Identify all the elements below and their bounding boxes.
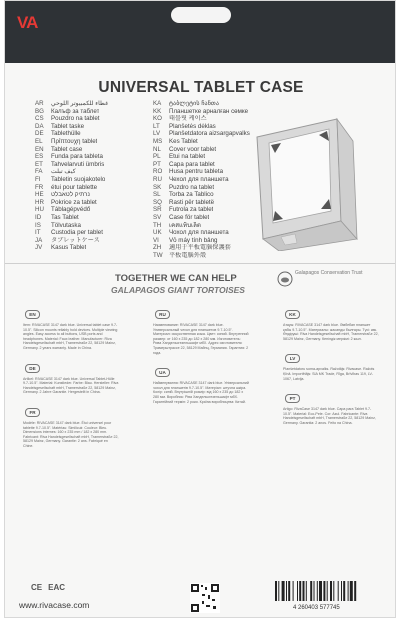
info-panel-col3 — [271, 303, 389, 588]
language-badge: PT — [285, 394, 300, 403]
language-code: RU — [153, 175, 162, 183]
language-code: IS — [35, 221, 41, 229]
language-text: Case för tablet — [169, 213, 210, 221]
language-code: FI — [35, 175, 41, 183]
language-text: Планшетке арналған сөмке — [169, 107, 249, 115]
barcode-bar — [297, 581, 298, 601]
language-text: Чехол для планшета — [169, 175, 229, 183]
tortoise-icon — [277, 271, 293, 287]
language-text: کیف تبلت — [51, 168, 76, 176]
language-text: Husa pentru tableta — [169, 168, 224, 176]
language-code: MS — [153, 137, 163, 145]
language-badge: DE — [25, 364, 40, 373]
language-row — [35, 130, 155, 138]
language-code: TW — [153, 251, 163, 259]
language-text: Tablet case — [51, 145, 83, 153]
language-code: LV — [153, 130, 161, 138]
language-code: TH — [153, 221, 162, 229]
language-text: Vỏ máy tính bảng — [169, 236, 218, 244]
language-text: 태블릿 케이스 — [169, 115, 207, 123]
barcode — [273, 581, 385, 605]
eac-mark: EAC — [48, 583, 66, 592]
barcode-bar — [330, 581, 332, 601]
barcode-bar — [299, 581, 301, 601]
header-band — [5, 1, 396, 63]
language-code: EN — [35, 145, 44, 153]
language-row — [35, 222, 155, 230]
language-text: Pouzdro na tablet — [51, 115, 100, 123]
barcode-bar — [314, 581, 315, 601]
help-heading: TOGETHER WE CAN HELP — [115, 273, 237, 284]
language-row — [35, 161, 155, 169]
language-code: SK — [153, 183, 162, 191]
barcode-bar — [282, 581, 285, 601]
language-badge: FR — [25, 408, 40, 417]
info-text: Найменування: RIVACASE 3147 dark blue. Універсальний чохол для планшетів 9.7-10.5". Матеріал: штучна шкіра. Колір: синій. Внутрішній розмір: від 160 x 235 до 182 x 280 мм. Виробник: Ріва Хандельсгезельшафт мбХ. Гарантійний термін: 2 роки. Країна виробництва: Китай. — [153, 381, 249, 404]
galapagos-trust-name: Galapagos Conservation Trust — [295, 270, 363, 276]
language-text: Etui na tablet — [169, 153, 206, 161]
page-title: UNIVERSAL TABLET CASE — [98, 79, 304, 96]
language-text: Πρίπτουχη tablet — [51, 137, 98, 145]
language-text: Kasus Tablet — [51, 244, 87, 252]
language-badge: RU — [155, 310, 170, 319]
language-code: PT — [153, 160, 161, 168]
language-list — [35, 100, 275, 260]
language-text: Tas Tablet — [51, 213, 79, 221]
section-divider — [5, 263, 396, 264]
language-row — [35, 244, 155, 252]
language-row — [35, 123, 155, 131]
brand-logo: VA — [17, 13, 38, 32]
language-row — [35, 146, 155, 154]
language-row — [35, 184, 155, 192]
language-text: Capa para tablet — [169, 160, 215, 168]
language-text: Rasti për tabletë — [169, 198, 215, 206]
language-row — [35, 176, 155, 184]
language-row — [35, 191, 155, 199]
barcode-bar — [275, 581, 277, 601]
language-text: Tölvutaska — [51, 221, 81, 229]
language-code: VI — [153, 236, 159, 244]
language-code: CS — [35, 115, 44, 123]
language-text: Torba za Tablico — [169, 191, 214, 199]
language-code: SQ — [153, 198, 162, 206]
language-row — [35, 229, 155, 237]
help-subheading: GALAPAGOS GIANT TORTOISES — [111, 285, 245, 295]
language-text: Funda para tableta — [51, 153, 103, 161]
language-text: Tablethülle — [51, 130, 81, 138]
language-badge: EN — [25, 310, 40, 319]
barcode-bar — [338, 581, 339, 601]
certification-marks — [31, 583, 65, 595]
language-text: נרתיק לטאבלט — [51, 191, 90, 199]
language-code: ZH — [153, 244, 162, 252]
language-row — [35, 237, 155, 245]
language-code: KO — [153, 115, 162, 123]
language-code: HR — [35, 198, 44, 206]
language-code: HU — [35, 206, 44, 214]
language-text: Tablet taske — [51, 122, 85, 130]
language-code: IT — [35, 229, 41, 237]
language-code: KA — [153, 100, 162, 107]
language-code: JV — [35, 244, 43, 252]
language-code: SR — [153, 206, 162, 214]
barcode-bar — [278, 581, 279, 601]
barcode-bar — [303, 581, 305, 601]
language-text: Táblagépvédő — [51, 206, 91, 214]
language-row — [35, 138, 155, 146]
language-code: ID — [35, 213, 42, 221]
barcode-bar — [317, 581, 318, 601]
barcode-bar — [327, 581, 328, 601]
language-text: 平板電腦外殼 — [169, 251, 207, 259]
language-code: ET — [35, 160, 43, 168]
language-code: ES — [35, 153, 44, 161]
info-text: Artikel: RIVACASE 3147 dark blue. Universal Tablet-Hülle 9.7-10.5". Material: Kunstleder. Farbe: Blau. Hersteller: Riva Handelsgesellschaft mbH, Tramerstraße 22, 58129 Mainz, Germany. 2 Jahre Garantie. Hergestellt in China. — [23, 376, 119, 395]
hang-hole — [171, 7, 231, 23]
language-code: EL — [35, 137, 43, 145]
barcode-bar — [319, 581, 322, 601]
barcode-bar — [341, 581, 342, 601]
language-code: BG — [35, 107, 44, 115]
language-row — [35, 115, 155, 123]
language-code: FR — [35, 183, 44, 191]
language-text: Custodia per tablet — [51, 229, 103, 237]
language-text: ტაბლეტის ჩანთა — [169, 100, 220, 107]
info-panel-col1 — [11, 303, 129, 588]
barcode-bar — [354, 581, 356, 601]
language-text: Planšetės dėklas — [169, 122, 216, 130]
language-code: SV — [153, 213, 162, 221]
language-code: UK — [153, 229, 162, 237]
language-text: Cover voor tablet — [169, 145, 217, 153]
info-text: Modèle: RIVACASE 3147 dark blue. Étui universel pour tablette 9.7-10.5". Matériau: Similicuir. Couleur: Bleu. Dimensions internes: 160 x 235 mm / 182 x 280 mm. Fabricant: Riva Handelsgesellschaft mbH, Tramerstraße 22, 58129 Mainz, Germany. Garantie: 2 ans. Fabriqué en Chine. — [23, 420, 119, 448]
language-row — [35, 108, 155, 116]
tablet-stand-illustration — [245, 101, 365, 251]
language-row — [35, 206, 155, 214]
language-text: Tahvelarvuti ümbris — [51, 160, 105, 168]
language-badge: LV — [285, 354, 300, 363]
language-text: 適用于平板電腦保護套 — [169, 244, 231, 252]
language-text: Kes Tablet — [169, 137, 198, 145]
barcode-number: 4 260403 577745 — [293, 605, 340, 611]
language-text: Калъф за таблет — [51, 107, 100, 115]
info-text: Planšetdatoru soma-apvalks. Ražotājs: Rivacase. Ražots Ķīnā. Importētājs: SIA MK Trade, Rīga, Brīvības 119, LV-1067, Latvija. — [283, 367, 375, 381]
info-text: Artigo: RivaCase 3147 dark blue. Capa para Tablet 9.7-10.5". Material: Eco-Pele. Cor: Azul. Fabricante: Riva Handelsgesellschaft mbH, Tramerstraße 22, 58129 Mainz, Germany. Garantia: 2 anos. Feito na China. — [283, 407, 376, 425]
language-row — [35, 199, 155, 207]
product-card — [4, 0, 396, 618]
info-text: Атауы: RIVACASE 3147 dark blue. Әмбебап планшет қабы 9.7-10.5". Материалы: жасанды былғары. Түсі: көк. Өндіруші: Riva Handelsgesellschaft mbH, Tramerstraße 22, 58129 Mainz, Germany. Кепілдік мерзімі: 2 жыл. — [283, 323, 379, 341]
language-code: KK — [153, 107, 162, 115]
language-text: Planšetdatora aizsargapvalks — [169, 130, 250, 138]
barcode-bar — [286, 581, 287, 601]
language-row — [35, 168, 155, 176]
language-text: Tabletin suojakotelo — [51, 175, 106, 183]
language-code: RO — [153, 168, 163, 176]
info-text: Наименование: RIVACASE 3147 dark blue. Универсальный чехол для планшетов 9.7-10.5". Материал: искусственная кожа. Цвет: синий. Внутренний размер: от 160 x 235 до 182 x 280 мм. Изготовитель: Рива Хандельсгезельшафт мбХ. Адрес изготовителя: Трамерштрассе 22, 58129 Майнц, Германия. Гарантия: 2 года. — [153, 323, 249, 355]
barcode-bar — [310, 581, 312, 601]
language-text: Pokrice za tablet — [51, 198, 97, 206]
barcode-bar — [306, 581, 307, 601]
language-badge: KK — [285, 310, 300, 319]
barcode-bar — [350, 581, 353, 601]
language-text: Чохол для планшета — [169, 229, 229, 237]
barcode-bar — [293, 581, 294, 601]
language-text: étui pour tablette — [51, 183, 98, 191]
language-text: Futrola za tablet — [169, 206, 214, 214]
language-text: Puzdro na tablet — [169, 183, 215, 191]
language-row — [35, 100, 155, 108]
language-text: เคสแท็บเล็ต — [169, 221, 201, 229]
barcode-bar — [343, 581, 345, 601]
language-code: PL — [153, 153, 161, 161]
info-panel-col2 — [141, 303, 259, 588]
barcode-bar — [288, 581, 290, 601]
barcode-bar — [323, 581, 325, 601]
info-text: Item: RIVACASE 3147 dark blue. Universal tablet case 9.7-10.5". Silicon mounts reliably hold devices. Multiple viewing angles. Easy access to all buttons, USB ports and headphones. Material: Faux leather. Manufacturer: Riva Handelsgesellschaft mbH, Tramerstraße 22, 58129 Mainz, Germany. 2 years warranty. Made in China. — [23, 323, 118, 350]
website-url: www.rivacase.com — [19, 600, 90, 610]
qr-code — [190, 583, 220, 613]
language-column-left — [35, 100, 155, 252]
barcode-bar — [333, 581, 334, 601]
language-code: LT — [153, 122, 160, 130]
language-row — [153, 252, 273, 260]
language-text: タブレットケース — [51, 236, 100, 244]
barcode-bar — [348, 581, 349, 601]
language-code: DA — [35, 122, 44, 130]
language-row — [35, 153, 155, 161]
language-code: HE — [35, 191, 44, 199]
language-code: JA — [35, 236, 43, 244]
language-code: NL — [153, 145, 161, 153]
ce-mark: CE — [31, 583, 43, 592]
language-code: SL — [153, 191, 161, 199]
language-code: DE — [35, 130, 44, 138]
language-code: AR — [35, 100, 44, 107]
language-row — [35, 214, 155, 222]
language-code: FA — [35, 168, 43, 176]
language-text: غطاء للكمبيوتر اللوحي — [51, 100, 109, 107]
language-badge: UA — [155, 368, 170, 377]
